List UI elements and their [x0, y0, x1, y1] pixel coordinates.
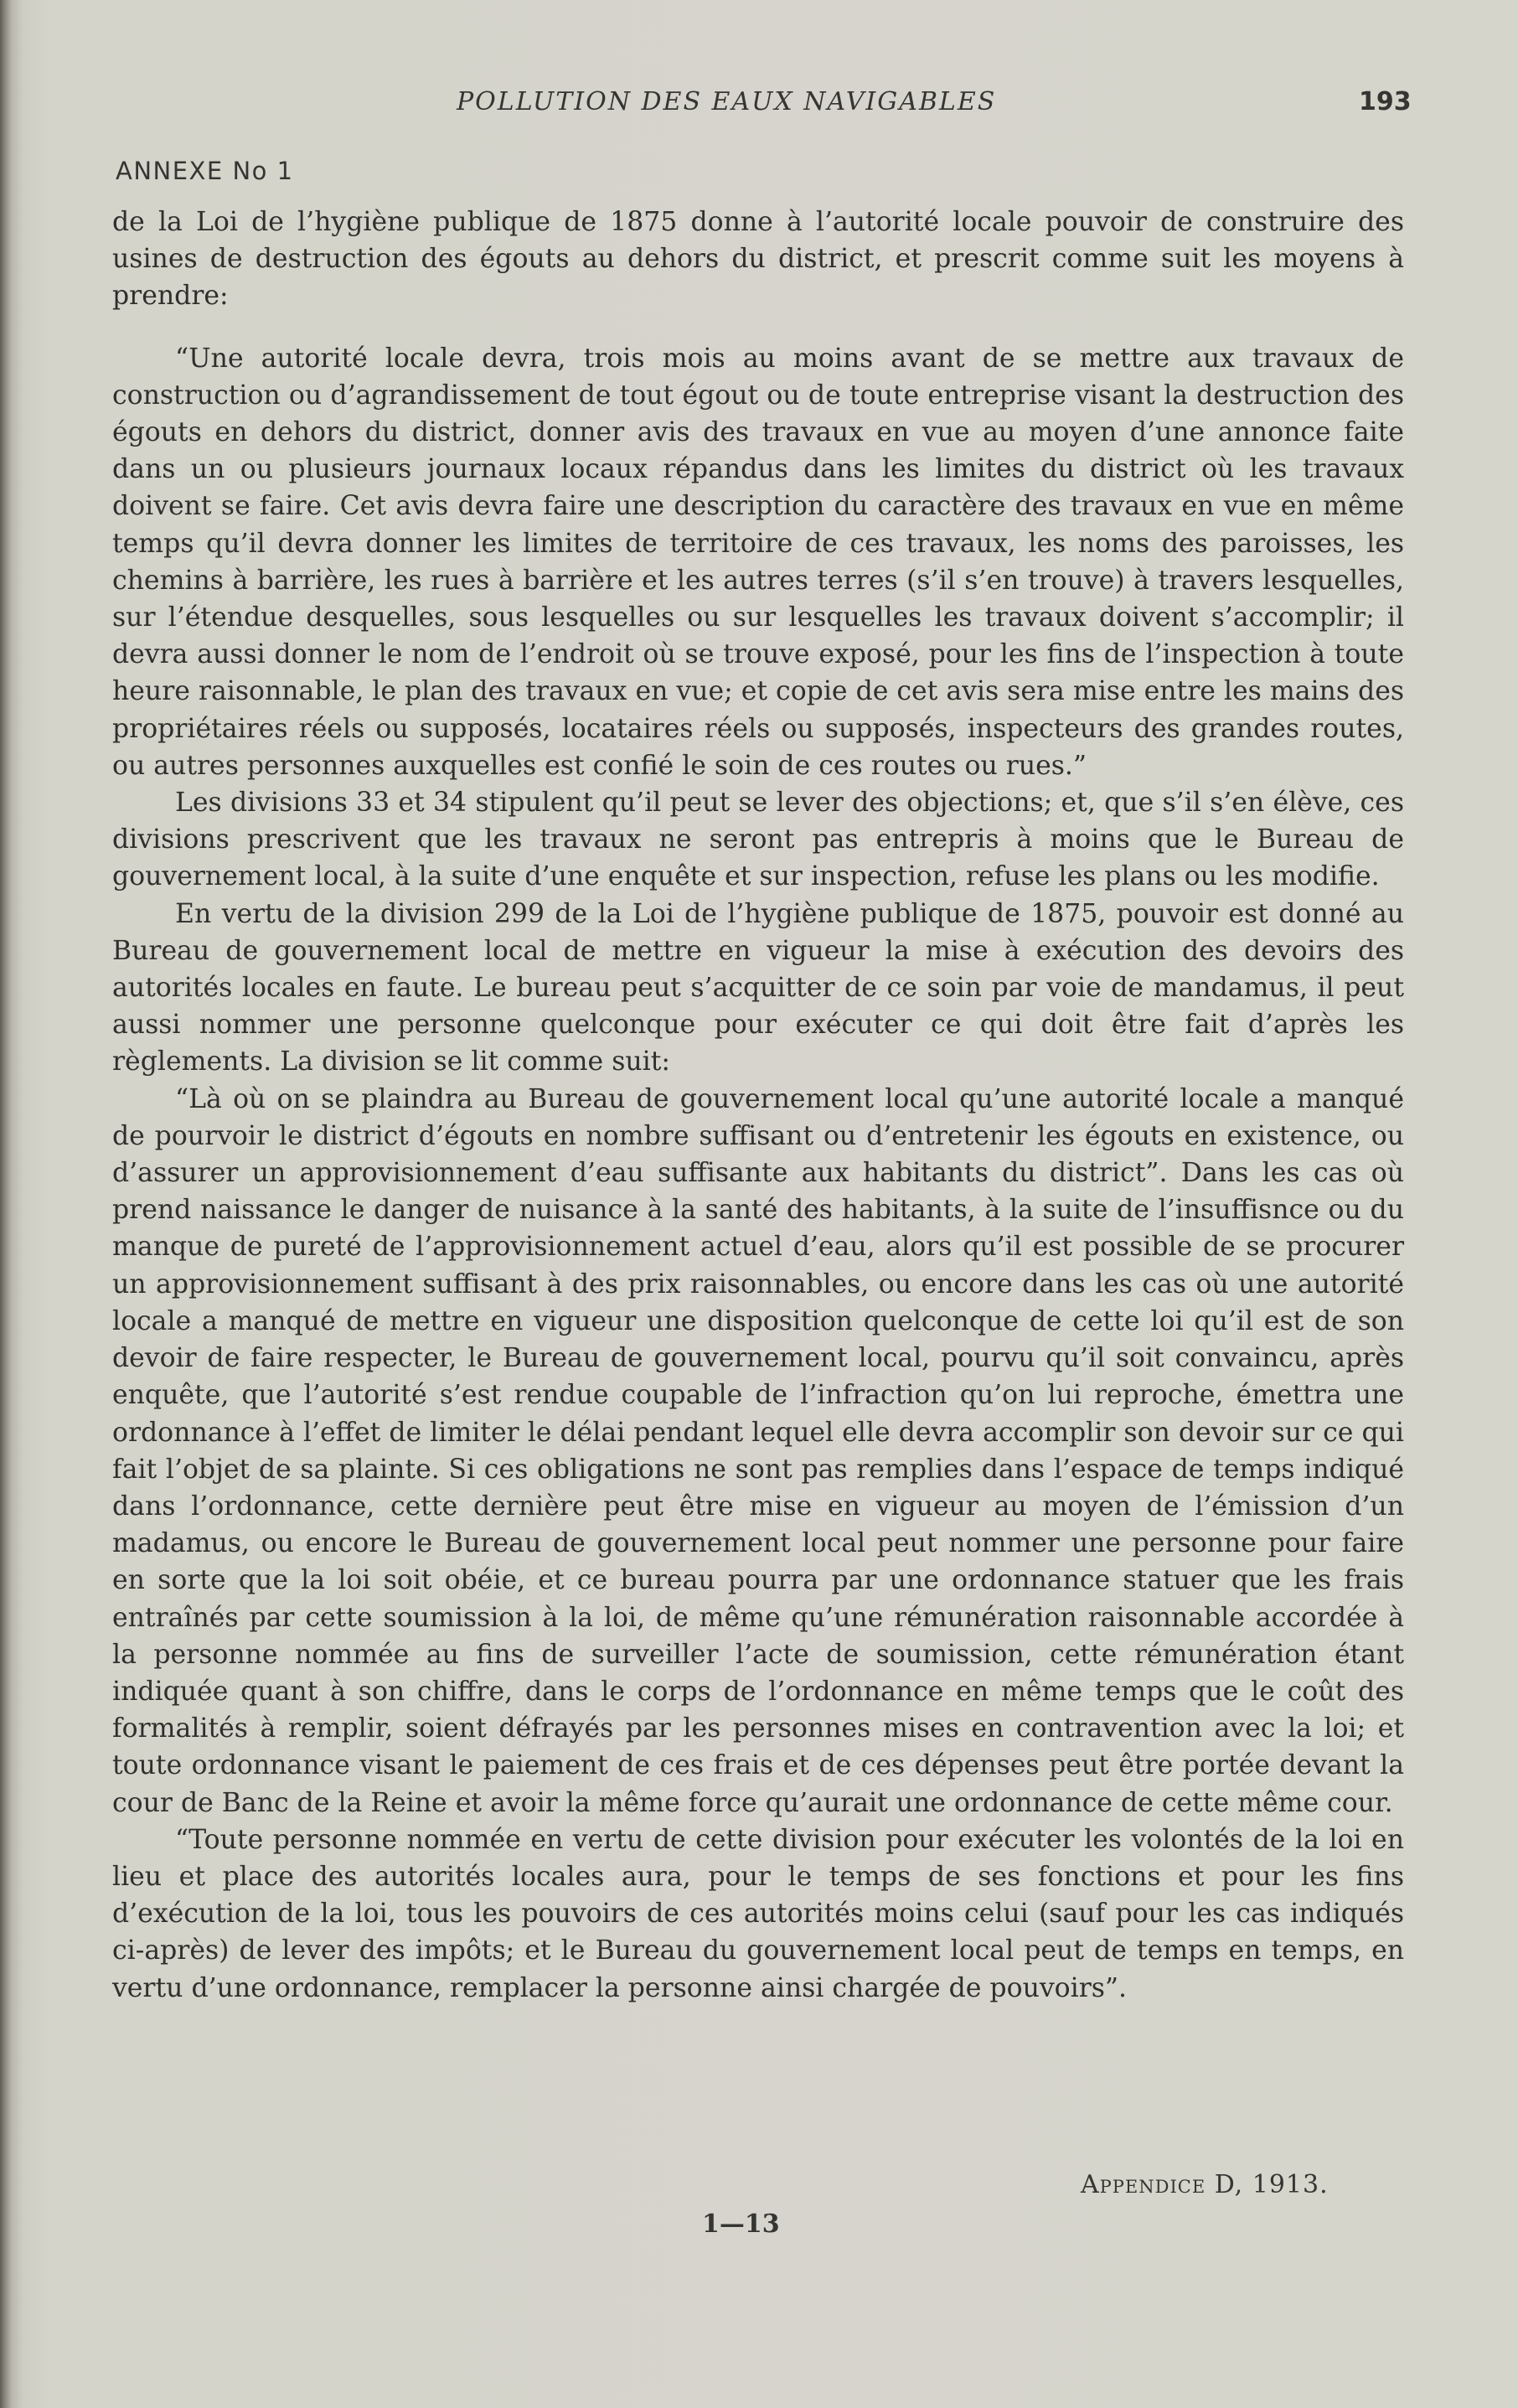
- paragraph-2: “Une autorité locale devra, trois mois au moins avant de se mettre aux travaux de construction ou d’agrandissement de tout égout ou de toute entreprise visant la destruction des égouts en dehors du district, donner avis des travaux en vue au moyen d’une annonce faite dans un ou plusieurs journaux locaux répandus dans les limites du district où les travaux doivent se faire. Cet avis devra faire une description du caractère des travaux en vue en même temps qu’il devra donner les limites de territoire de ces travaux, les noms des paroisses, les chemins à barrière, les rues à barrière et les autres terres (s’il s’en trouve) à travers lesquelles, sur l’étendue desquelles, sous lesquelles ou sur lesquelles les travaux doivent s’accomplir; il devra aussi donner le nom de l’endroit où se trouve exposé, pour les fins de l’inspection à toute heure raisonnable, le plan des travaux en vue; et copie de cet avis sera mise entre les mains des propriétaires réels ou supposés, locataires réels ou supposés, inspecteurs des grandes routes, ou autres personnes auxquelles est confié le soin de ces routes ou rues.”: [112, 343, 1404, 781]
- paragraph-3: Les divisions 33 et 34 stipulent qu’il peut se lever des objections; et, que s’il s’en élève, ces divisions prescrivent que les travaux ne seront pas entrepris à moins que le Bureau de gouvernement local, à la suite d’une enquête et sur inspection, refuse les plans ou les modifie.: [112, 788, 1404, 892]
- page-number: 193: [1359, 87, 1412, 116]
- body-text: [112, 204, 1404, 2007]
- paragraph-4: En vertu de la division 299 de la Loi de l’hygiène publique de 1875, pouvoir est donné au Bureau de gouvernement local de mettre en vigueur la mise à exécution des devoirs des autorités locales en faute. Le bureau peut s’acquitter de ce soin par voie de mandamus, il peut aussi nommer une personne quelconque pour exécuter ce qui doit être fait d’après les règlements. La division se lit comme suit:: [112, 898, 1404, 1077]
- appendix-note: Appendice D, 1913.: [1081, 2170, 1329, 2199]
- paragraph-6: “Toute personne nommée en vertu de cette division pour exécuter les volontés de la loi en lieu et place des autorités locales aura, pour le temps de ses fonctions et pour les fins d’exécution de la loi, tous les pouvoirs de ces autorités moins celui (sauf pour les cas indiqués ci-après) de lever des impôts; et le Bureau du gouvernement local peut de temps en temps, en vertu d’une ordonnance, remplacer la personne ainsi chargée de pouvoirs”.: [112, 1824, 1404, 2003]
- footer-signature: 1—13: [702, 2209, 780, 2239]
- page-header: [0, 87, 1518, 129]
- annex-label: ANNEXE No 1: [116, 157, 294, 185]
- paragraph-5: “Là où on se plaindra au Bureau de gouvernement local qu’une autorité locale a manqué de pourvoir le district d’égouts en nombre suffisant ou d’entretenir les égouts en existence, ou d’assurer un approvisionnement d’eau suffisante aux habitants du district”. Dans les cas où prend naissance le danger de nuisance à la santé des habitants, à la suite de l’insuffisnce ou du manque de pureté de l’approvisionnement actuel d’eau, alors qu’il est possible de se procurer un approvisionnement suffisant à des prix raisonnables, ou encore dans les cas où une autorité locale a manqué de mettre en vigueur une disposition quelconque de cette loi qu’il est de son devoir de faire respecter, le Bureau de gouvernement local, pourvu qu’il soit convaincu, après enquête, que l’autorité s’est rendue coupable de l’infraction qu’on lui reproche, émettra une ordonnance à l’effet de limiter le délai pendant lequel elle devra accomplir son devoir sur ce qui fait l’objet de sa plainte. Si ces obligations ne sont pas remplies dans l’espace de temps indiqué dans l’ordonnance, cette dernière peut être mise en vigueur au moyen de l’émission d’un madamus, ou encore le Bureau de gouvernement local peut nommer une personne pour faire en sorte que la loi soit obéie, et ce bureau pourra par une ordonnance statuer que les frais entraînés par cette soumission à la loi, de même qu’une rémunération raisonnable accordée à la personne nommée au fins de surveiller l’acte de soumission, cette rémunération étant indiquée quant à son chiffre, dans le corps de l’ordonnance en même temps que le coût des formalités à remplir, soient défrayés par les personnes mises en contravention avec la loi; et toute ordonnance visant le paiement de ces frais et de ces dépenses peut être portée devant la cour de Banc de la Reine et avoir la même force qu’aurait une ordonnance de cette même cour.: [112, 1083, 1404, 1818]
- paragraph-1: de la Loi de l’hygiène publique de 1875 donne à l’autorité locale pouvoir de construire des usines de destruction des égouts au dehors du district, et prescrit comme suit les moyens à prendre:: [112, 207, 1404, 312]
- running-title: POLLUTION DES EAUX NAVIGABLES: [457, 87, 997, 116]
